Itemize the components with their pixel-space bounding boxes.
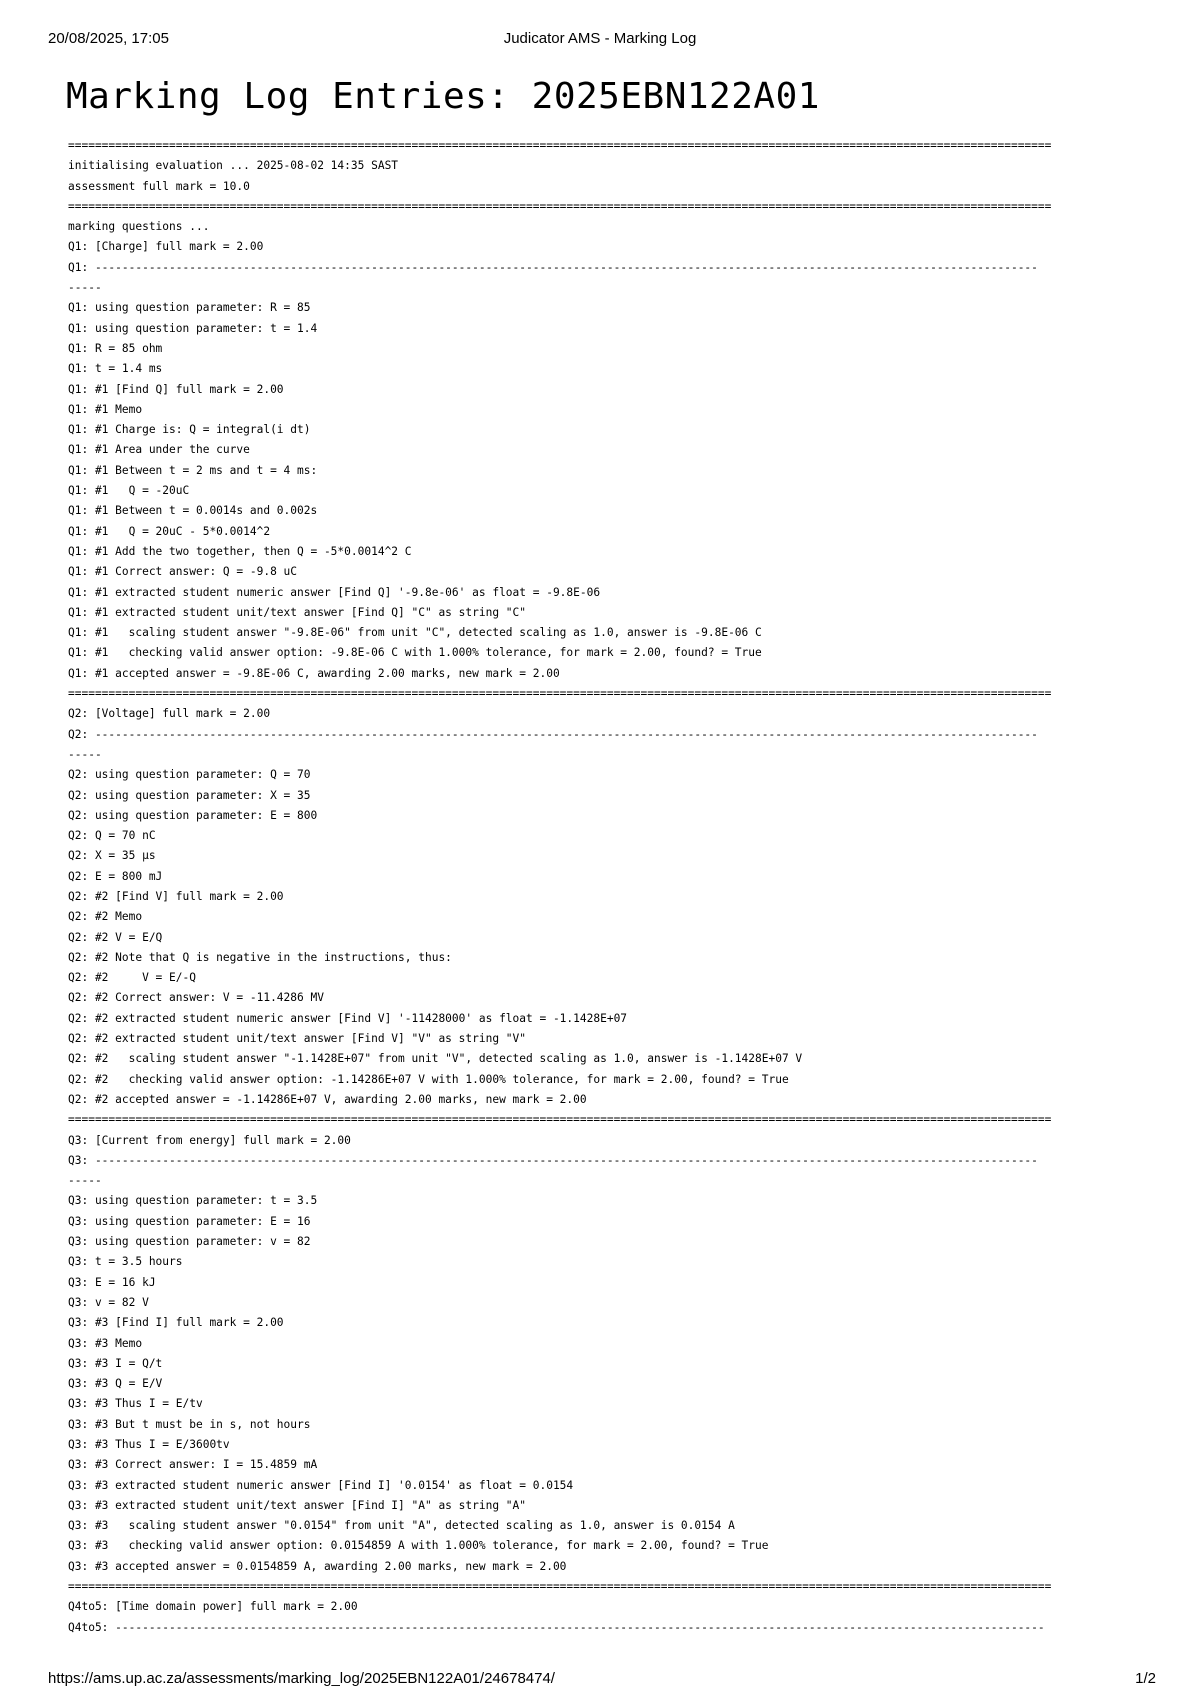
log-line: Q3: #3 scaling student answer "0.0154" from unit "A", detected scaling as 1.0, answer is 0.0154 A [68,1519,735,1533]
log-line: Q2: #2 Note that Q is negative in the instructions, thus: [68,950,452,964]
log-line: Q1: #1 accepted answer = -9.8E-06 C, awarding 2.00 marks, new mark = 2.00 [68,666,560,680]
log-line: Q3: E = 16 kJ [68,1275,156,1289]
log-line: Q2: X = 35 μs [68,849,156,863]
log-line: Q3: #3 extracted student numeric answer [Find I] '0.0154' as float = 0.0154 [68,1478,574,1492]
log-line: Q2: #2 V = E/Q [68,930,163,944]
log-line: marking questions ... [68,220,210,234]
log-line: Q3: using question parameter: v = 82 [68,1235,311,1249]
log-line: Q3: #3 [Find I] full mark = 2.00 [68,1316,284,1330]
log-line: Q3: #3 Correct answer: I = 15.4859 mA [68,1458,318,1472]
log-line: Q3: #3 Thus I = E/tv [68,1397,203,1411]
print-header [0,30,1200,52]
log-line: Q4to5: [Time domain power] full mark = 2.00 [68,1600,358,1614]
log-line: Q1: using question parameter: R = 85 [68,301,311,315]
log-line: Q1: t = 1.4 ms [68,362,163,376]
log-line: Q1: #1 Between t = 0.0014s and 0.002s [68,504,318,518]
log-line: Q2: #2 accepted answer = -1.14286E+07 V, awarding 2.00 marks, new mark = 2.00 [68,1092,587,1106]
log-line: Q1: #1 Add the two together, then Q = -5*0.0014^2 C [68,544,412,558]
log-line: Q1: [Charge] full mark = 2.00 [68,240,264,254]
log-line: Q3: #3 Thus I = E/3600tv [68,1438,230,1451]
log-line: Q2: #2 extracted student unit/text answer [Find V] "V" as string "V" [68,1032,527,1046]
log-line: Q1: #1 scaling student answer "-9.8E-06" from unit "C", detected scaling as 1.0, answer is -9.8E-06 C [68,626,762,640]
log-line: Q2: #2 V = E/-Q [68,971,196,985]
log-line: Q3: #3 accepted answer = 0.0154859 A, awarding 2.00 marks, new mark = 2.00 [68,1559,567,1573]
log-line: Q2: E = 800 mJ [68,869,163,883]
log-line: Q1: #1 Area under the curve [68,443,250,457]
log-line: Q4to5: ------------------------------------------------------------------------------------------------------------------------------------------ [68,1620,1045,1634]
log-line: Q1: #1 extracted student unit/text answer [Find Q] "C" as string "C" [68,605,527,619]
log-line: Q2: -------------------------------------------------------------------------------------------------------------------------------------------- [68,727,1038,741]
log-line: Q3: #3 I = Q/t [68,1356,163,1370]
log-line: Q1: -------------------------------------------------------------------------------------------------------------------------------------------- [68,260,1038,274]
log-line: ================================================================================================================================================== [68,1113,1052,1127]
log-line: Q1: R = 85 ohm [68,341,163,355]
page-title: Marking Log Entries: 2025EBN122A01 [66,76,820,117]
print-window-title: Judicator AMS - Marking Log [503,30,697,47]
log-line: Q1: #1 Memo [68,402,143,416]
log-line: ----- [68,1174,102,1188]
log-line: Q2: #2 scaling student answer "-1.1428E+07" from unit "V", detected scaling as 1.0, answer is -1.1428E+07 V [68,1052,803,1066]
log-line: Q3: #3 checking valid answer option: 0.0154859 A with 1.000% tolerance, for mark = 2.00, found? = True [68,1539,769,1553]
log-line: Q3: -------------------------------------------------------------------------------------------------------------------------------------------- [68,1153,1038,1167]
log-line: Q3: using question parameter: t = 3.5 [68,1194,318,1208]
page-number: 1/2 [1135,1670,1156,1687]
log-line: Q2: #2 extracted student numeric answer [Find V] '-11428000' as float = -1.1428E+07 [68,1011,628,1025]
log-line: Q2: [Voltage] full mark = 2.00 [68,707,271,721]
log-line: ================================================================================================================================================== [68,687,1052,701]
log-line: Q3: #3 Memo [68,1336,143,1350]
log-line: ================================================================================================================================================== [68,199,1052,213]
log-line: Q3: v = 82 V [68,1295,149,1309]
log-line: Q3: t = 3.5 hours [68,1255,183,1269]
log-line: Q2: #2 [Find V] full mark = 2.00 [68,889,284,903]
log-line: assessment full mark = 10.0 [68,179,250,193]
print-footer [0,1670,1200,1692]
log-line: Q1: #1 Correct answer: Q = -9.8 uC [68,565,298,579]
log-line: Q2: using question parameter: Q = 70 [68,768,311,782]
log-line: ================================================================================================================================================== [68,1580,1052,1594]
page-url: https://ams.up.ac.za/assessments/marking_log/2025EBN122A01/24678474/ [48,1670,555,1687]
log-line: Q2: using question parameter: X = 35 [68,788,311,802]
log-line: Q1: #1 Charge is: Q = integral(i dt) [68,423,311,437]
log-line: Q2: using question parameter: E = 800 [68,808,318,822]
log-line: Q3: #3 Q = E/V [68,1377,163,1391]
log-line: ----- [68,747,102,761]
log-line: Q1: #1 Between t = 2 ms and t = 4 ms: [68,463,318,477]
log-line: ================================================================================================================================================== [68,139,1052,152]
log-line: Q3: using question parameter: E = 16 [68,1214,311,1228]
log-line: Q2: Q = 70 nC [68,829,156,843]
log-line: Q1: using question parameter: t = 1.4 [68,321,318,335]
log-line: Q3: #3 extracted student unit/text answer [Find I] "A" as string "A" [68,1498,527,1512]
log-line: Q2: #2 checking valid answer option: -1.14286E+07 V with 1.000% tolerance, for mark = 2.00, found? = True [68,1072,789,1086]
log-line: Q3: [Current from energy] full mark = 2.00 [68,1133,351,1147]
log-line: ----- [68,281,102,295]
marking-log [68,136,1158,1638]
log-line: Q3: #3 But t must be in s, not hours [68,1417,311,1431]
log-line: Q1: #1 Q = -20uC [68,484,190,498]
log-line: Q1: #1 extracted student numeric answer [Find Q] '-9.8e-06' as float = -9.8E-06 [68,585,601,599]
log-line: Q2: #2 Correct answer: V = -11.4286 MV [68,991,324,1005]
log-line: Q1: #1 Q = 20uC - 5*0.0014^2 [68,524,271,538]
log-line: Q2: #2 Memo [68,910,143,924]
print-datetime: 20/08/2025, 17:05 [48,30,169,47]
log-line: Q1: #1 [Find Q] full mark = 2.00 [68,382,284,396]
log-line: Q1: #1 checking valid answer option: -9.8E-06 C with 1.000% tolerance, for mark = 2.00, found? = True [68,646,762,660]
log-line: initialising evaluation ... 2025-08-02 14:35 SAST [68,159,399,173]
